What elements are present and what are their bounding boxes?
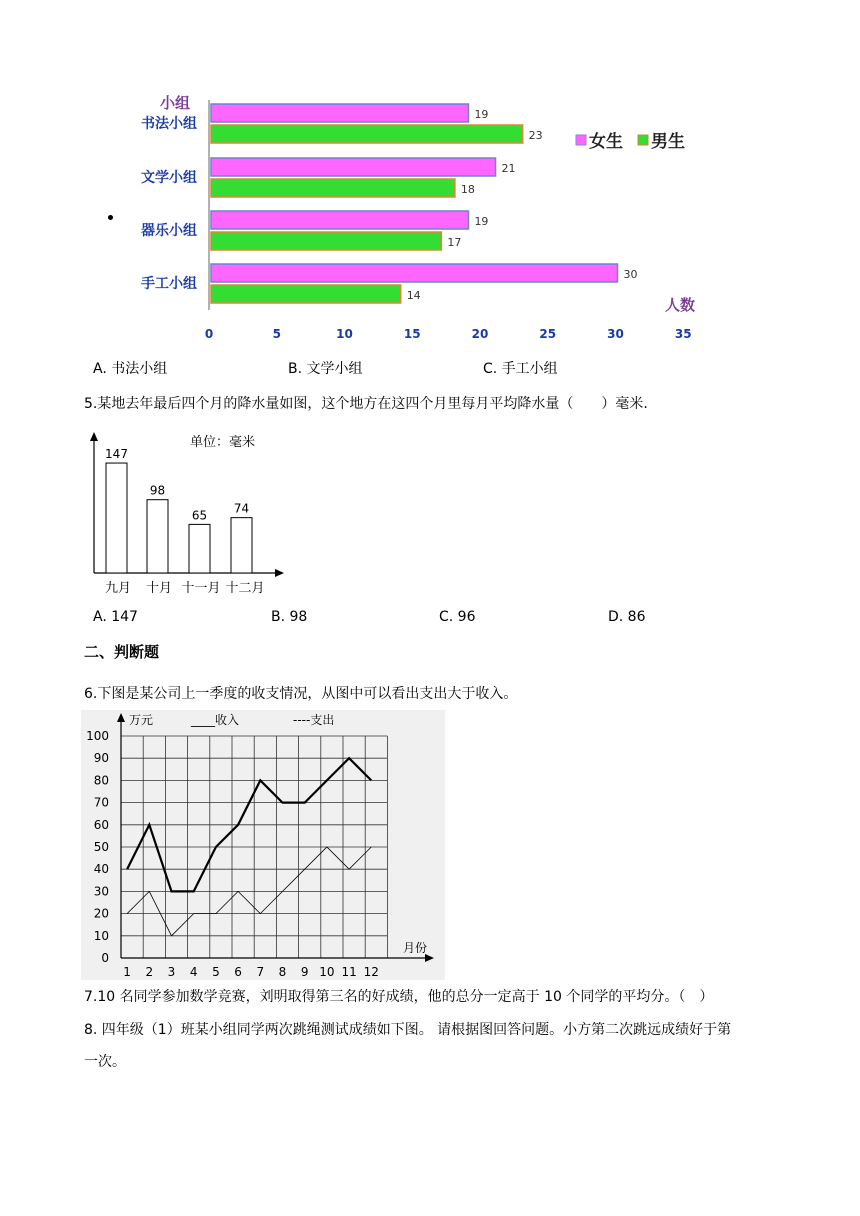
bullet-dot	[108, 215, 113, 220]
category-label: 书法小组	[141, 116, 197, 132]
bar-girls	[211, 104, 468, 122]
x-tick-label: 0	[204, 327, 214, 341]
bar-value-label: 19	[474, 108, 489, 121]
bar-boys	[211, 232, 441, 250]
x-tick-label: 8	[278, 965, 287, 979]
q5-option-d[interactable]: D. 86	[608, 609, 646, 625]
x-tick-label: 6	[234, 965, 242, 979]
bar-value-label: 23	[528, 129, 543, 142]
q4-option-a[interactable]: A. 书法小组	[93, 361, 168, 377]
y-tick-label: 90	[93, 751, 109, 766]
x-tick-label: 7	[256, 965, 265, 979]
rain-category-label: 九月	[104, 581, 132, 596]
q5-question: 5.某地去年最后四个月的降水量如图，这个地方在这四个月里每月平均降水量（ ）毫米.	[84, 396, 648, 412]
category-label: 文学小组	[141, 170, 197, 186]
bar-girls	[211, 211, 468, 229]
legend-swatch-girls	[576, 135, 586, 145]
q5-option-b[interactable]: B. 98	[271, 609, 308, 625]
y-tick-label: 30	[93, 884, 109, 899]
bar-value-label: 19	[474, 215, 489, 228]
y-tick-label: 70	[93, 795, 109, 810]
x-tick-label: 5	[272, 327, 281, 341]
rain-bar	[106, 463, 127, 573]
bar-girls	[211, 264, 618, 282]
legend-label-boys: 男生	[651, 132, 685, 152]
chart-background	[81, 710, 445, 980]
rain-category-label: 十一月	[181, 581, 221, 596]
y-tick-label: 50	[93, 840, 109, 854]
legend-expense: ----支出	[293, 713, 335, 727]
legend-income: ____收入	[191, 713, 240, 727]
x-tick-label: 25	[539, 327, 557, 341]
line-x-title: 月份	[403, 941, 428, 955]
q6-question: 6.下图是某公司上一季度的收支情况，从图中可以看出支出大于收入。	[84, 686, 518, 702]
rain-value-label: 147	[105, 447, 128, 462]
y-tick-label: 60	[93, 817, 109, 832]
x-tick-label: 3	[167, 965, 176, 979]
y-tick-label: 10	[93, 928, 109, 943]
bar-value-label: 30	[623, 268, 638, 281]
legend-label-girls: 女生	[589, 132, 623, 152]
x-axis-title: 人数	[665, 296, 696, 314]
y-tick-label: 80	[93, 773, 109, 788]
y-tick-label: 0	[101, 951, 109, 965]
rain-value-label: 98	[149, 483, 166, 498]
rain-bar	[231, 518, 252, 573]
bar-girls	[211, 158, 496, 176]
category-label: 器乐小组	[141, 223, 197, 239]
rain-y-arrow	[90, 432, 98, 441]
line-y-title: 万元	[129, 713, 154, 727]
x-tick-label: 5	[212, 965, 220, 979]
y-tick-label: 20	[93, 906, 109, 921]
bar-value-label: 21	[501, 162, 516, 175]
y-tick-label: 100	[86, 729, 109, 743]
x-tick-label: 35	[674, 327, 692, 341]
rain-category-label: 十月	[145, 581, 173, 596]
q4-option-b[interactable]: B. 文学小组	[288, 361, 363, 377]
rain-bar	[147, 500, 168, 573]
bar-value-label: 18	[460, 183, 475, 196]
q8-question-line2: 一次。	[84, 1054, 126, 1070]
bar-value-label: 14	[406, 289, 421, 302]
x-tick-label: 2	[145, 965, 154, 979]
x-tick-label: 4	[189, 965, 198, 979]
rain-unit-label: 单位：毫米	[190, 435, 256, 450]
income-expense-line-chart	[81, 710, 445, 980]
x-tick-label: 30	[607, 327, 624, 341]
q5-option-c[interactable]: C. 96	[439, 609, 476, 625]
rain-value-label: 65	[191, 508, 208, 523]
x-tick-label: 12	[363, 965, 379, 979]
bar-value-label: 17	[447, 236, 462, 249]
x-tick-label: 20	[471, 327, 489, 341]
bar-boys	[211, 125, 523, 143]
rain-x-arrow	[275, 569, 284, 577]
x-tick-label: 10	[319, 965, 335, 979]
rain-category-label: 十二月	[225, 581, 265, 596]
q4-option-c[interactable]: C. 手工小组	[483, 361, 558, 377]
q5-option-a[interactable]: A. 147	[93, 609, 138, 625]
category-label: 手工小组	[141, 276, 197, 292]
section-title-judgement: 二、判断题	[84, 643, 160, 661]
rainfall-bar-chart	[84, 428, 294, 598]
rain-value-label: 74	[233, 501, 250, 516]
x-tick-label: 11	[341, 965, 357, 979]
bar-boys	[211, 285, 401, 303]
rain-bar	[189, 524, 210, 573]
y-tick-label: 40	[93, 862, 109, 877]
x-tick-label: 15	[403, 327, 421, 341]
y-axis-title: 小组	[160, 94, 191, 112]
q7-question: 7.10 名同学参加数学竞赛，刘明取得第三名的好成绩，他的总分一定高于 10 个同学的平均分。（ ）	[84, 989, 714, 1005]
x-tick-label: 1	[123, 965, 131, 979]
bar-boys	[211, 179, 455, 197]
q8-question-line1: 8. 四年级（1）班某小组同学两次跳绳测试成绩如下图。 请根据图回答问题。小方第二次跳远成绩好于第	[84, 1022, 732, 1038]
legend-swatch-boys	[638, 135, 648, 145]
group-bar-chart	[120, 88, 720, 350]
x-tick-label: 10	[336, 327, 353, 341]
x-tick-label: 9	[300, 965, 309, 979]
